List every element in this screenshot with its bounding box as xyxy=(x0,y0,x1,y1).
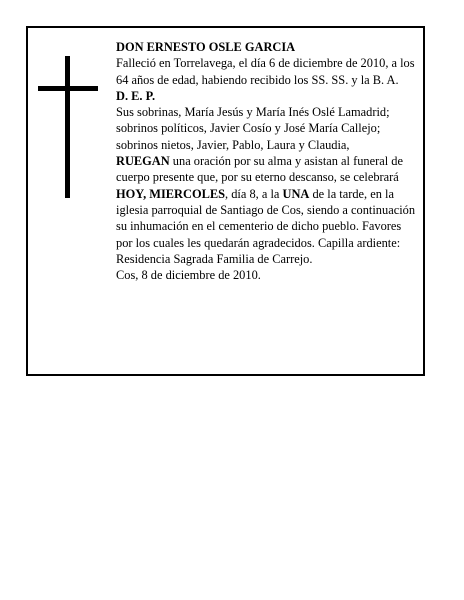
death-notice: Falleció en Torrelavega, el día 6 de diciembre de 2010, a los 64 años de edad, habiendo recibido los SS. SS. y la B. A. xyxy=(116,56,415,87)
obituary-notice xyxy=(26,26,425,376)
request-text-2: , día 8, a la xyxy=(225,186,283,201)
request-text-1: una oración por su alma y asistan al funeral de cuerpo presente que, por su eterno descanso, se celebrará xyxy=(116,154,403,185)
funeral-request xyxy=(116,153,420,267)
latin-cross-icon xyxy=(38,56,98,198)
cross-horizontal-bar xyxy=(38,86,98,91)
notice-text xyxy=(116,39,420,283)
funeral-hour: UNA xyxy=(282,186,310,201)
funeral-day: HOY, MIERCOLES xyxy=(116,186,226,201)
deceased-name: DON ERNESTO OSLE GARCIA xyxy=(116,40,296,54)
request-text-3: de la tarde, en la iglesia parroquial de Santiago de Cos, siendo a continuación su inhumación en el cementerio de dicho pueblo. Favores por los cuales les quedarán agradecidos. Capilla ardiente: Residencia Sagrada Familia de Carrejo. xyxy=(116,186,416,266)
rip-heading: D. E. P. xyxy=(116,88,156,103)
cross-vertical-bar xyxy=(65,56,70,198)
family-list: Sus sobrinas, María Jesús y María Inés Oslé Lamadrid; sobrinos políticos, Javier Cosío y José María Callejo; sobrinos nietos, Javier, Pablo, Laura y Claudia, xyxy=(116,105,390,152)
ruegan-word: RUEGAN xyxy=(116,154,170,169)
dateline: Cos, 8 de diciembre de 2010. xyxy=(116,268,261,283)
